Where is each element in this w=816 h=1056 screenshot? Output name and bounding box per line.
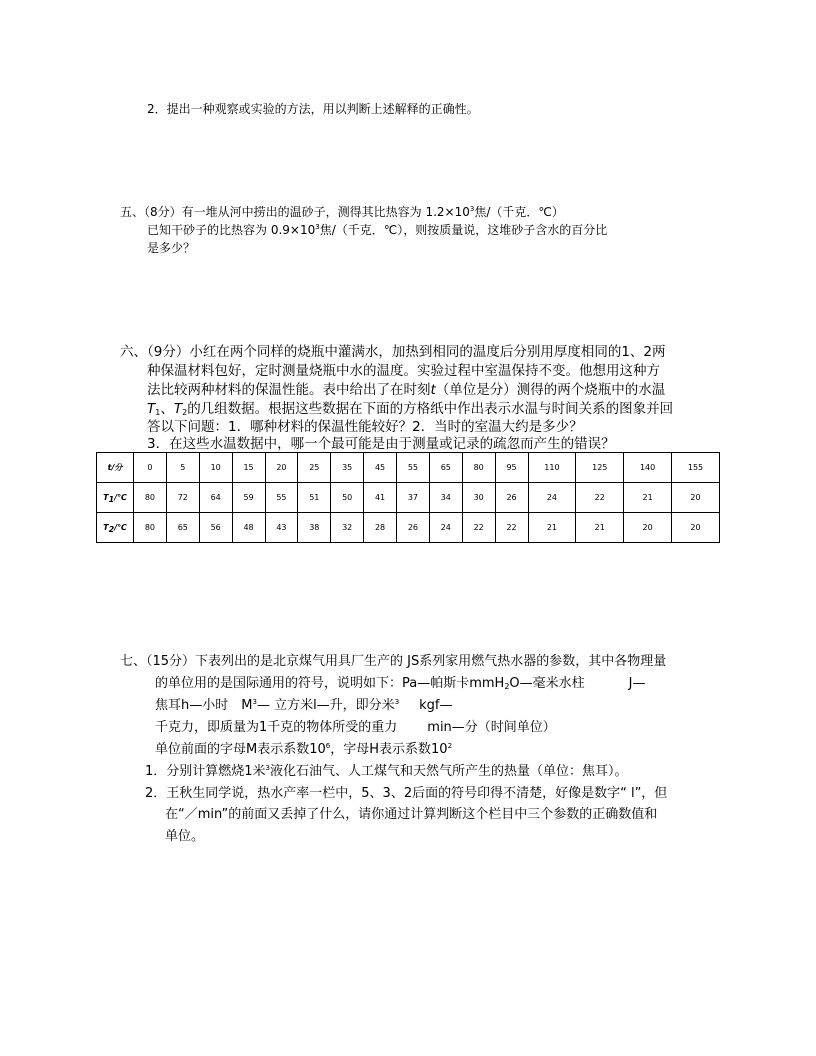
t2-cell: 56: [199, 513, 232, 543]
question-5-line-2: 已知干砂子的比热容为 $0.9\times 10^3$焦/（千克．℃），则按质量说，这堆砂子含水的百分比: [147, 223, 608, 237]
t1-cell: 50: [331, 483, 364, 513]
t1-cell: 37: [397, 483, 430, 513]
question-6-line-2: 种保温材料包好，定时测量烧瓶中水的温度。实验过程中室温保持不变。他想用这种方: [147, 363, 660, 379]
question-4-2: 2．提出一种观察或实验的方法，用以判断上述解释的正确性。: [147, 102, 479, 116]
time-cell: 95: [495, 453, 528, 483]
time-cell: 80: [462, 453, 495, 483]
question-7-line-1: 七、（15分）下表列出的是北京煤气用具厂生产的 JS系列家用燃气热水器的参数，其中各物理量: [120, 654, 667, 669]
time-cell: 15: [232, 453, 265, 483]
table-row-t1: [97, 483, 720, 513]
question-7-1: 1．分别计算燃烧1米$^3$液化石油气、人工煤气和天然气所产生的热量（单位：焦耳）。: [145, 764, 628, 779]
question-6-line-4: $T_1$、$T_2$的几组数据。根据这些数据在下面的方格纸中作出表示水温与时间关系的图象并回: [147, 401, 674, 417]
t2-cell: 21: [528, 513, 576, 543]
question-6-line-3: 法比较两种材料的保温性能。表中给出了在时刻t（单位是分）测得的两个烧瓶中的水温: [147, 382, 666, 398]
t2-cell: 20: [624, 513, 672, 543]
time-cell: 65: [429, 453, 462, 483]
time-cell: 20: [265, 453, 298, 483]
t2-cell: 80: [134, 513, 167, 543]
t1-cell: 80: [134, 483, 167, 513]
time-cell: 5: [166, 453, 199, 483]
t1-cell: 59: [232, 483, 265, 513]
t2-cell: 38: [298, 513, 331, 543]
t2-cell: 65: [166, 513, 199, 543]
question-7-line-5: 单位前面的字母M表示系数$10^6$，字母H表示系数$10^2$: [155, 742, 453, 757]
temperature-table: [96, 452, 720, 543]
t2-cell: 21: [576, 513, 624, 543]
question-7-line-3: 焦耳h—小时 $M^3—$ 立方米l—升，即分米$^3$ kgf—: [155, 698, 453, 713]
question-7-line-4: 千克力，即质量为1千克的物体所受的重力 min—分（时间单位）: [155, 720, 556, 735]
t2-cell: 43: [265, 513, 298, 543]
question-5-line-1: 五、（8分）有一堆从河中捞出的温砂子，测得其比热容为 $1.2\times 10^3$焦/（千克．℃）: [120, 205, 564, 219]
t1-cell: 41: [364, 483, 397, 513]
time-cell: 25: [298, 453, 331, 483]
t1-cell: 22: [576, 483, 624, 513]
time-cell: 10: [199, 453, 232, 483]
table-row-t2: [97, 513, 720, 543]
t2-cell: 24: [429, 513, 462, 543]
t2-cell: 48: [232, 513, 265, 543]
t1-cell: 24: [528, 483, 576, 513]
question-7-line-2: 的单位用的是国际通用的符号，说明如下：Pa—帕斯卡mmH$_2$O—毫米水柱 J—: [155, 676, 646, 691]
t2-cell: 28: [364, 513, 397, 543]
question-5-line-3: 是多少？: [147, 241, 196, 255]
row-header-time: t/分: [97, 453, 134, 483]
time-cell: 155: [672, 453, 720, 483]
t1-cell: 34: [429, 483, 462, 513]
question-7-2-line-2: 在“／min”的前面又丢掉了什么，请你通过计算判断这个栏目中三个参数的正确数值和: [165, 807, 658, 822]
t1-cell: 72: [166, 483, 199, 513]
t1-cell: 26: [495, 483, 528, 513]
time-cell: 35: [331, 453, 364, 483]
t2-cell: 22: [462, 513, 495, 543]
t2-cell: 22: [495, 513, 528, 543]
time-cell: 140: [624, 453, 672, 483]
t1-cell: 51: [298, 483, 331, 513]
question-6-line-5: 答以下问题：1．哪种材料的保温性能较好？2．当时的室温大约是多少？: [147, 419, 583, 435]
t1-cell: 55: [265, 483, 298, 513]
question-6-line-1: 六、（9分）小红在两个同样的烧瓶中灌满水，加热到相同的温度后分别用厚度相同的1、2两: [120, 344, 666, 360]
time-cell: 125: [576, 453, 624, 483]
question-7-2-line-1: 2．王秋生同学说，热水产率一栏中，5、3、2后面的符号印得不清楚，好像是数字“ l”，但: [145, 786, 668, 801]
table-row-time: [97, 453, 720, 483]
t1-cell: 21: [624, 483, 672, 513]
time-cell: 0: [134, 453, 167, 483]
time-cell: 55: [397, 453, 430, 483]
question-7-2-line-3: 单位。: [165, 829, 205, 844]
t1-cell: 64: [199, 483, 232, 513]
t2-cell: 32: [331, 513, 364, 543]
time-cell: 45: [364, 453, 397, 483]
time-cell: 110: [528, 453, 576, 483]
t1-cell: 30: [462, 483, 495, 513]
question-6-line-6: 3．在这些水温数据中，哪一个最可能是由于测量或记录的疏忽而产生的错误？: [147, 436, 615, 452]
t2-cell: 20: [672, 513, 720, 543]
row-header-t1: $T_1/℃$: [97, 483, 134, 513]
t1-cell: 20: [672, 483, 720, 513]
t2-cell: 26: [397, 513, 430, 543]
row-header-t2: $T_2/℃$: [97, 513, 134, 543]
